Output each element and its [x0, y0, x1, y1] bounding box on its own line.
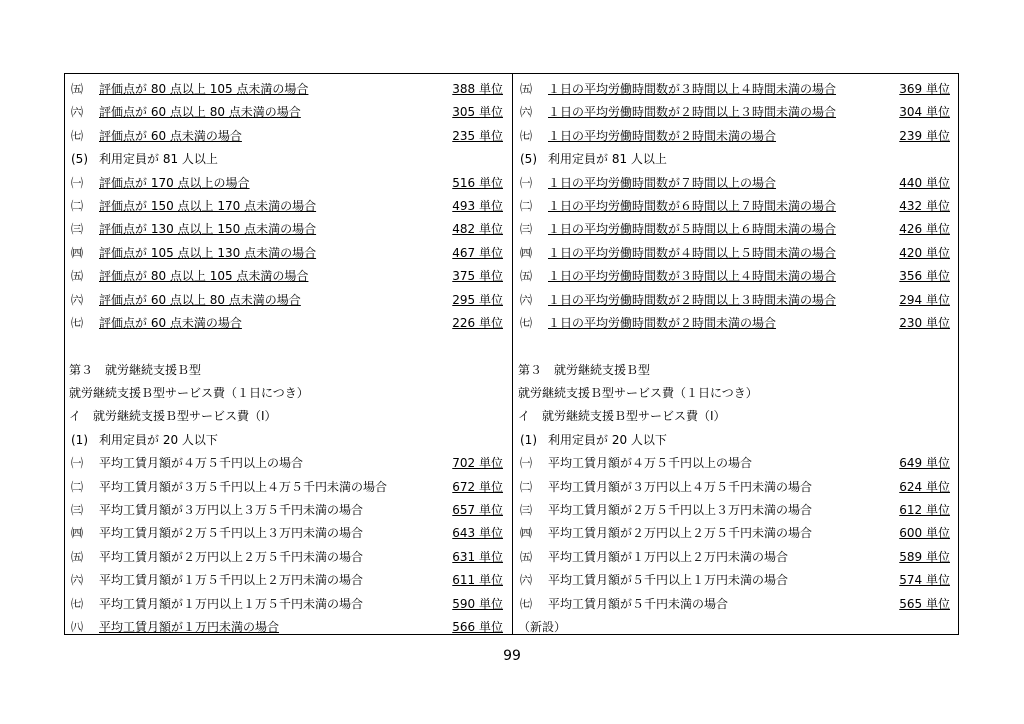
item-number: ㈥	[71, 292, 84, 307]
unit-value: 375 単位	[452, 269, 503, 284]
item-number: ㈠	[71, 175, 84, 190]
table-row	[69, 359, 505, 382]
table-row	[518, 616, 952, 639]
item-number: ㈡	[520, 479, 533, 494]
unit-value: 369 単位	[899, 82, 950, 96]
table-row	[518, 312, 952, 335]
item-number: ㈢	[71, 222, 84, 237]
unit-value: 589 単位	[899, 549, 950, 564]
table-row	[518, 265, 952, 288]
table-row	[518, 452, 952, 475]
unit-value: 702 単位	[452, 456, 503, 471]
unit-value: 611 単位	[452, 573, 503, 588]
item-number: ㈡	[71, 479, 84, 494]
item-text: 評価点が 80 点以上 105 点未満の場合	[99, 82, 309, 96]
unit-value: 612 単位	[899, 503, 950, 518]
table-row	[518, 569, 952, 592]
item-text: 評価点が 60 点未満の場合	[99, 128, 242, 143]
unit-value: 420 単位	[899, 245, 950, 260]
item-text: 平均工賃月額が３万円以上３万５千円未満の場合	[99, 503, 364, 518]
table-row	[69, 148, 505, 171]
item-text: 評価点が 60 点以上 80 点未満の場合	[99, 292, 301, 307]
table-row	[69, 476, 505, 499]
item-number: ㈢	[520, 222, 533, 237]
item-number: ㈦	[520, 315, 533, 330]
table-row	[518, 335, 952, 358]
item-text: 第３ 就労継続支援Ｂ型	[518, 362, 651, 377]
item-number: (5)	[520, 152, 537, 167]
table-row	[518, 476, 952, 499]
unit-value: 304 単位	[899, 105, 950, 120]
item-text: 平均工賃月額が３万円以上４万５千円未満の場合	[548, 479, 813, 494]
item-text: 平均工賃月額が４万５千円以上の場合	[99, 456, 304, 471]
table-row	[518, 125, 952, 148]
item-text: 評価点が 60 点未満の場合	[99, 315, 242, 330]
item-text: 利用定員が 81 人以上	[548, 152, 667, 167]
item-number: (5)	[71, 152, 88, 167]
item-text: 平均工賃月額が２万円以上２万５千円未満の場合	[548, 526, 813, 541]
item-text: （新設）	[518, 619, 567, 634]
table-row	[69, 101, 505, 124]
item-text: 評価点が 130 点以上 150 点未満の場合	[99, 222, 317, 237]
unit-value: 426 単位	[899, 222, 950, 237]
item-text: 評価点が 80 点以上 105 点未満の場合	[99, 269, 309, 284]
item-number: ㈤	[520, 82, 533, 96]
unit-value: 672 単位	[452, 479, 503, 494]
item-text: １日の平均労働時間数が２時間未満の場合	[548, 128, 777, 143]
item-number: ㈠	[520, 456, 533, 471]
item-number: ㈦	[71, 128, 84, 143]
unit-value: 230 単位	[899, 315, 950, 330]
table-row	[69, 382, 505, 405]
item-text: 平均工賃月額が５千円未満の場合	[548, 596, 729, 611]
table-row	[518, 546, 952, 569]
table-row	[518, 359, 952, 382]
item-number: ㈦	[71, 596, 84, 611]
unit-value: 294 単位	[899, 292, 950, 307]
item-number: ㈠	[71, 456, 84, 471]
table-row	[69, 289, 505, 312]
item-text: １日の平均労働時間数が３時間以上４時間未満の場合	[548, 269, 837, 284]
item-number: ㈦	[520, 128, 533, 143]
item-text: 平均工賃月額が２万５千円以上３万円未満の場合	[548, 503, 813, 518]
table-row	[69, 265, 505, 288]
table-row	[518, 382, 952, 405]
item-text: 利用定員が 20 人以下	[99, 432, 218, 447]
item-text: １日の平均労働時間数が５時間以上６時間未満の場合	[548, 222, 837, 237]
unit-value: 388 単位	[452, 82, 503, 96]
unit-value: 295 単位	[452, 292, 503, 307]
item-text: 評価点が 105 点以上 130 点未満の場合	[99, 245, 317, 260]
item-number: ㈣	[71, 526, 84, 541]
unit-value: 624 単位	[899, 479, 950, 494]
item-number: (1)	[520, 432, 537, 447]
table-row	[69, 78, 505, 101]
item-text: 平均工賃月額が５千円以上１万円未満の場合	[548, 573, 789, 588]
item-text: １日の平均労働時間数が２時間未満の場合	[548, 315, 777, 330]
table-row	[518, 289, 952, 312]
unit-value: 516 単位	[452, 175, 503, 190]
item-text: 利用定員が 81 人以上	[99, 152, 218, 167]
table-row	[518, 405, 952, 428]
item-text: 評価点が 170 点以上の場合	[99, 175, 250, 190]
item-text: １日の平均労働時間数が４時間以上５時間未満の場合	[548, 245, 837, 260]
table-row	[518, 172, 952, 195]
comparison-table	[64, 73, 959, 635]
item-text: 平均工賃月額が２万５千円以上３万円未満の場合	[99, 526, 364, 541]
item-number: (1)	[71, 432, 88, 447]
table-row	[69, 195, 505, 218]
table-row	[69, 312, 505, 335]
unit-value: 432 単位	[899, 198, 950, 213]
item-number: ㈥	[520, 573, 533, 588]
unit-value: 356 単位	[899, 269, 950, 284]
table-row	[69, 616, 505, 639]
item-text: 平均工賃月額が３万５千円以上４万５千円未満の場合	[99, 479, 388, 494]
unit-value: 239 単位	[899, 128, 950, 143]
table-row	[69, 452, 505, 475]
item-number: ㈤	[520, 549, 533, 564]
table-row	[69, 499, 505, 522]
unit-value: 566 単位	[452, 619, 503, 634]
table-row	[518, 242, 952, 265]
table-row	[518, 195, 952, 218]
item-number: ㈦	[520, 596, 533, 611]
item-text: 就労継続支援Ｂ型サービス費（１日につき）	[518, 386, 758, 401]
table-row	[518, 499, 952, 522]
unit-value: 440 単位	[899, 175, 950, 190]
page-number: 99	[503, 648, 521, 664]
unit-value: 590 単位	[452, 596, 503, 611]
unit-value: 565 単位	[899, 596, 950, 611]
item-number: ㈣	[71, 245, 84, 260]
unit-value: 235 単位	[452, 128, 503, 143]
table-row	[69, 125, 505, 148]
table-row	[518, 593, 952, 616]
table-row	[69, 546, 505, 569]
item-number: ㈥	[520, 292, 533, 307]
table-row	[69, 172, 505, 195]
item-text: 利用定員が 20 人以下	[548, 432, 667, 447]
item-number: ㈥	[71, 573, 84, 588]
item-text: イ 就労継続支援Ｂ型サービス費（Ⅰ）	[518, 409, 726, 424]
item-number: ㈤	[520, 269, 533, 284]
unit-value: 467 単位	[452, 245, 503, 260]
item-text: 評価点が 150 点以上 170 点未満の場合	[99, 198, 317, 213]
item-number: ㈥	[520, 105, 533, 120]
table-row	[69, 593, 505, 616]
item-text: １日の平均労働時間数が７時間以上の場合	[548, 175, 777, 190]
item-text: １日の平均労働時間数が２時間以上３時間未満の場合	[548, 292, 837, 307]
item-text: 第３ 就労継続支援Ｂ型	[69, 362, 202, 377]
unit-value: 600 単位	[899, 526, 950, 541]
item-text: １日の平均労働時間数が２時間以上３時間未満の場合	[548, 105, 837, 120]
item-text: 平均工賃月額が２万円以上２万５千円未満の場合	[99, 549, 364, 564]
item-number: ㈤	[71, 269, 84, 284]
right-column-current	[518, 78, 952, 639]
item-text: 評価点が 60 点以上 80 点未満の場合	[99, 105, 301, 120]
table-row	[518, 429, 952, 452]
table-row	[69, 405, 505, 428]
item-text: 平均工賃月額が１万５千円以上２万円未満の場合	[99, 573, 364, 588]
table-row	[69, 522, 505, 545]
table-row	[518, 522, 952, 545]
table-row	[518, 78, 952, 101]
unit-value: 482 単位	[452, 222, 503, 237]
item-number: ㈠	[520, 175, 533, 190]
unit-value: 226 単位	[452, 315, 503, 330]
item-text: 平均工賃月額が１万円以上２万円未満の場合	[548, 549, 789, 564]
item-number: ㈥	[71, 105, 84, 120]
item-text: １日の平均労働時間数が６時間以上７時間未満の場合	[548, 198, 837, 213]
item-number: ㈤	[71, 549, 84, 564]
column-divider	[512, 74, 513, 634]
unit-value: 649 単位	[899, 456, 950, 471]
item-number: ㈢	[520, 503, 533, 518]
table-row	[69, 429, 505, 452]
table-row	[69, 569, 505, 592]
unit-value: 657 単位	[452, 503, 503, 518]
item-text: イ 就労継続支援Ｂ型サービス費（Ⅰ）	[69, 409, 277, 424]
table-row	[69, 242, 505, 265]
item-number: ㈣	[520, 526, 533, 541]
item-number: ㈡	[71, 198, 84, 213]
table-row	[69, 218, 505, 241]
item-text: 就労継続支援Ｂ型サービス費（１日につき）	[69, 386, 309, 401]
unit-value: 643 単位	[452, 526, 503, 541]
left-column-revised	[69, 78, 505, 639]
table-row	[518, 218, 952, 241]
item-number: ㈤	[71, 82, 84, 96]
item-text: １日の平均労働時間数が３時間以上４時間未満の場合	[548, 82, 837, 96]
table-row	[518, 148, 952, 171]
item-text: 平均工賃月額が１万円未満の場合	[99, 619, 280, 634]
item-number: ㈢	[71, 503, 84, 518]
item-text: 平均工賃月額が１万円以上１万５千円未満の場合	[99, 596, 364, 611]
unit-value: 631 単位	[452, 549, 503, 564]
unit-value: 493 単位	[452, 198, 503, 213]
unit-value: 574 単位	[899, 573, 950, 588]
table-row	[518, 101, 952, 124]
item-number: ㈣	[520, 245, 533, 260]
item-text: 平均工賃月額が４万５千円以上の場合	[548, 456, 753, 471]
table-row	[69, 335, 505, 358]
unit-value: 305 単位	[452, 105, 503, 120]
item-number: ㈡	[520, 198, 533, 213]
item-number: ㈧	[71, 619, 84, 634]
item-number: ㈦	[71, 315, 84, 330]
